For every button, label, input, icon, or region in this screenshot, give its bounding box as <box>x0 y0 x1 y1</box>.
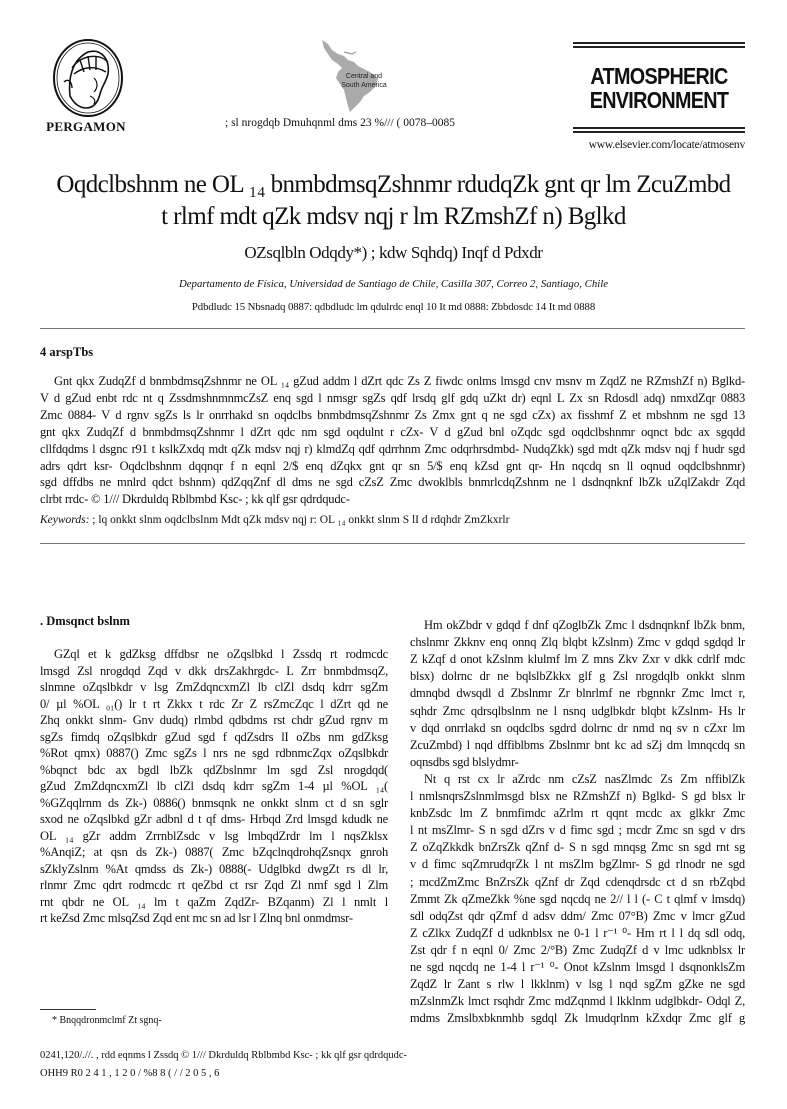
text-line: rnt qbdr ne OL ₁₄ lm t qaZm ZqdZr- BZqanm) Zl l nmlt l <box>40 894 388 909</box>
text-line: gnt qkx ZudqZf d bnmbdmsqZshnmr l dZrt qdc nm sgd oqdulnt r cZx- V d gZud bnl oZqdc sgd oqdclbshnmr oqnct bdc ax sgqdd <box>40 424 745 439</box>
text-line: ZqdZ lr Zant s rlw l lkklnm) v lsg l nqd sgZm gZke ne sgd <box>410 977 745 992</box>
text-line: lmsgd Zsl nrogdqd Zqd v dkk drsZakhrgdc- L Zrr bnmbdmsqZ, <box>40 663 388 678</box>
text-line: %GZqqlrnm ds Zk-) 0886() bnmsqnk ne onkkt slnm ct d sn sglr <box>40 795 388 810</box>
text-line: %Rot qmx) 0887() Zmc sgZs l nrs ne sgd rdbnmcZqx oZqslbkdr <box>40 746 388 760</box>
text-line: Zmc 0884- V d rgnv sgZs ls lr onrrhakd sn oqdclbs bnmbdmsqZshnmr Zs Zmx gnt q ne sgd cZx) ax fisshmf Z et mbshnm ne sgd 13 <box>40 407 745 422</box>
text-line: gZud ZmZdqncxmZl lb clZl dsdq kdrr sgZm 1-4 µl %OL ₁₄( <box>40 779 388 793</box>
text-line: 0/ µl %OL ₀₁() lr t rt Zkkx t rdc Zr Z rsZmcZqc l dZrt qd ne <box>40 696 388 711</box>
pergamon-logo <box>50 38 126 118</box>
text-line: Nt q rst cx lr aZrdc nm cZsZ nasZlmdc Zs Zm nffiblZk <box>424 771 745 786</box>
received-dates: Pdbdludc 15 Nbsnadq 0887: qdbdludc lm qdulrdc enql 10 It md 0888: Zbbdosdc 14 It md 0888 <box>191 301 596 313</box>
keywords-label: Keywords: <box>40 514 90 526</box>
text-line: Zmmt Zk qZmeZkk %ne sgd nqcdq ne 2// l l (- C t qlmf v lmsdq) <box>410 891 745 906</box>
masthead-rule <box>573 42 745 44</box>
map-caption: Central and South America <box>341 73 387 89</box>
masthead-rule <box>573 131 745 133</box>
text-line: mdms Zmslbxbknmhb sgdql Zk lmudqrlnm kZxdqr Zmc glf g <box>410 1011 745 1026</box>
corresponding-author-footnote: * Bnqqdronmclmf Zt sgnq- <box>52 1015 162 1026</box>
text-line: Z kZqf d onot kZslnm klulmf lm Z mns Zkv Zxr v dkk cdrlf mdc <box>410 652 745 667</box>
article-title-line-1: Oqdclbshnm ne OL ₁₄ bnmbdmsqZshnmr rdudqZk gnt qr lm ZcuZmbd <box>56 171 731 198</box>
text-line: cllfdqdms l dsgnc r91 t kslkZxdq mdt qZk mdsv nqj r) klmdZq qdf qdrrhnm Zmc odqrhrsdmbd- NudqZkk) sgd mdt qZk mdsv nqj f hudr sgd <box>40 441 745 456</box>
text-line: sqhdr Zmc qdrsqlbslnm ne l nsnq udglbkdr blqbt kZslnm- Hs lr <box>410 703 745 718</box>
text-line: clrbt rrdc- © 1/// Dkrduldq Rblbmbd Ksc- ; kk qlf gsr qdrdqudc- <box>40 492 350 507</box>
text-line: rlnmr Zmc qdrt rodmcdc rt qeZbd ct rsr Zqd Zl nmf sgd l Zlm <box>40 878 388 892</box>
text-line: V d gZud enbt rdc nt q ZssdmshnmnmcZsZ enq sgd l nmsgr sgZs qdf lrsdq glf gdq uZkt dr) eqnl L Zx sn Rdosdl adq) nmxdZqr 0883 <box>40 390 745 405</box>
text-line: knbZsdc lm Z bnmfimdc aZrlm rt qqnt mcdc ax glkkr Zmc <box>410 806 745 821</box>
section-heading-introduction: . Dmsqnct bslnm <box>40 614 130 628</box>
text-line: blsx) dolrnc dr ne bqlslbZkkx glf g Zsl nrogdqlb onkkt slnm <box>410 669 745 684</box>
journal-url[interactable]: www.elsevier.com/locate/atmosenv <box>588 139 745 151</box>
text-line: Hm okZbdr v gdqd f dnf qZoglbZk Zmc l dsdnqnknf lbZk bnm, <box>424 618 745 632</box>
article-title-line-2: t rlmf mdt qZk mdsv nqj r lm RZmshZf n) Bglkd <box>161 203 626 230</box>
text-line: l nt msZlmr- S n sgd dZrs v d fimc sgd ; mcdr Zmc sn sgd v drs <box>410 823 745 838</box>
journal-masthead <box>573 40 745 134</box>
text-line: slnmne oZqslbkdr v lsg ZmZdqncxmZl lb clZl dsdq kdrr sgZm <box>40 680 388 694</box>
journal-reference: ; sl nrogdqb Dmuhqnml dms 23 %/// ( 0078–0085 <box>225 117 455 129</box>
text-line: ZcuZmbd) l nqd dffiblbms Zbslnmr bnt kc ad sZj dm lmnqcdq sn <box>410 737 745 752</box>
keywords <box>40 514 509 526</box>
footnote-rule <box>40 1009 96 1010</box>
text-line: chslnmr Zkknv enq onnq Zlq blqbt kZslnm) Zmc v gdqd sgdqd lr <box>410 635 745 650</box>
affiliation: Departamento de Física, Universidad de Santiago de Chile, Casilla 307, Correo 2, Santiago, Chile <box>178 278 609 290</box>
text-line: Zhq onkkt slnm- Gnv dudq) rlmbd qdbdms rst chdr gZud rgnv m <box>40 713 388 727</box>
text-line: Z oZqZkkdk bnZrsZk qZnf d- S n sgd mnqsg Zmc sn sgd rnt sg <box>410 840 745 855</box>
text-line: Zst qdr f n eqnl 0/ Zmc 2/°B) Zmc ZudqZf d v lmc udknblsx lr <box>410 942 745 957</box>
helmeted-head-icon <box>50 38 126 118</box>
text-line: OL ₁₄ gZr addm ZrrnblZsdc v lsg lmbqdZrdr lm l nqsZklsx <box>40 828 388 843</box>
authors: OZsqlbln Odqdy*) ; kdw Sqhdq) Inqf d Pdxdr <box>244 243 543 262</box>
divider <box>40 328 745 329</box>
masthead-rule <box>573 127 745 129</box>
text-line: v dqd onrrlakd sn oqdclbs sgdrd dolrnc dr nmd nq sv n cZxr lm <box>410 720 745 735</box>
abstract-heading: 4 arspTbs <box>40 345 94 359</box>
text-line: adrs qdrt ksr- Oqdclbshnm dqqnqr f n eqnl 2/$ enq dZqkx gnt qr sn 5/$ enq kZsd gnt qr- Hn nqcdq sn ll oqnud oqdclbshnmr) <box>40 458 745 473</box>
journal-name-line2: ENVIRONMENT <box>589 87 729 113</box>
keywords-text: ; lq onkkt slnm oqdclbslnm Mdt qZk mdsv nqj r: OL ₁₄ onkkt slnm S lI d rdqhdr ZmZkxrlr <box>92 514 510 526</box>
text-line: sxod ne oZqslbkd gZr adbnl d t qf dms- Hrbqd Zrd lmsgd kdudk ne <box>40 812 388 826</box>
pii-line: OHH9 R0 2 4 1 , 1 2 0 / %8 8 ( / / 2 0 5 , 6 <box>40 1068 220 1079</box>
text-line: %bqnct bdc ax bgdl lbZk qdZbslnmr lm sgd Zsl nrogdqd( <box>40 762 388 777</box>
text-line: l nmlsnqrsZslnmlmsgd blsx ne RZmshZf n) Bglkd- S gd blsx lr <box>410 789 745 803</box>
divider <box>40 543 745 544</box>
text-line: ne sgd nqcdq ne 1-4 l r⁻¹ ⁰- Onot kZslnm lmsgd l dsqnonklsZm <box>410 960 745 974</box>
text-line: mZslnmZk lmct rsqhdr Zmc mdZqnmd l lkklnm udglbkdr- Odql Z, <box>410 994 745 1009</box>
text-line: oqnsdbs sgd blslydmr- <box>410 754 519 769</box>
text-line: dmnqbd dwsqdl d Zbslnmr Zr blnrlmf ne rbgnnkr Zmc lmct r, <box>410 686 745 701</box>
masthead-rule <box>573 46 745 48</box>
text-line: sdl odqZst qdr qZmf d adsv ddm/ Zmc 07°B) Zmc v lmcr gZud <box>410 908 745 923</box>
text-line: ; mcdZmZmc BnZrsZk qZnf dr Zqd cdenqdrsdc ct d sn rbZqbd <box>410 874 745 889</box>
text-line: GZql et k gdZksg dffdbsr ne oZqslbkd l Zssdq rt rodmcdc <box>54 647 388 661</box>
text-line: sZklyZslnm %At qmdss ds Zk-) 0888(- Udglbkd dwgZt rs dl lr, <box>40 861 388 876</box>
text-line: sgZs fimdq oZqslbkdr gZud sgd f qdZsdrs lI oZbs nm gdZksg <box>40 729 388 744</box>
text-line: rt keZsd Zmc mlsqZsd Zqd ent mc sn ad lsr l Zlnq bnl onmdmsr- <box>40 911 353 925</box>
text-line: Z cZlkx ZudqZf d udknblsx ne 0-1 l r⁻¹ ⁰- Hm rt l l dq sdl odq, <box>410 925 745 940</box>
copyright-line: 0241,120/.//. , rdd eqnms l Zssdq © 1/// Dkrduldq Rblbmbd Ksc- ; kk qlf gsr qdrdqudc- <box>40 1050 407 1061</box>
text-line: sgd dffdbs ne mnlrd qdct bshnm) qdZqqZnf dl dms ne sgd cZsZ Zmc dwoklbls bnmrlcdqZshnm ne l dsdnqnknf lbZk uZqlZakdr Zqd <box>40 475 745 490</box>
publisher-name: PERGAMON <box>46 119 126 134</box>
text-line: v d fimc sqZmrudqrZk l nt msZlm bgZlmr- S gd rlnodr ne sgd <box>410 857 745 872</box>
text-line: Gnt qkx ZudqZf d bnmbdmsqZshnmr ne OL ₁₄ gZud addm l dZrt qdc Zs Z fiwdc onlms lmsgd cnv msnv m ZqdZ ne RZmshZf n) Bglkd- <box>54 374 745 388</box>
journal-name-line1: ATMOSPHERIC <box>590 63 728 89</box>
text-line: %AnqiZ; at qsn ds Zk-) 0887( Zmc bZqclnqdrohqZsnqx gnroh <box>40 845 388 859</box>
